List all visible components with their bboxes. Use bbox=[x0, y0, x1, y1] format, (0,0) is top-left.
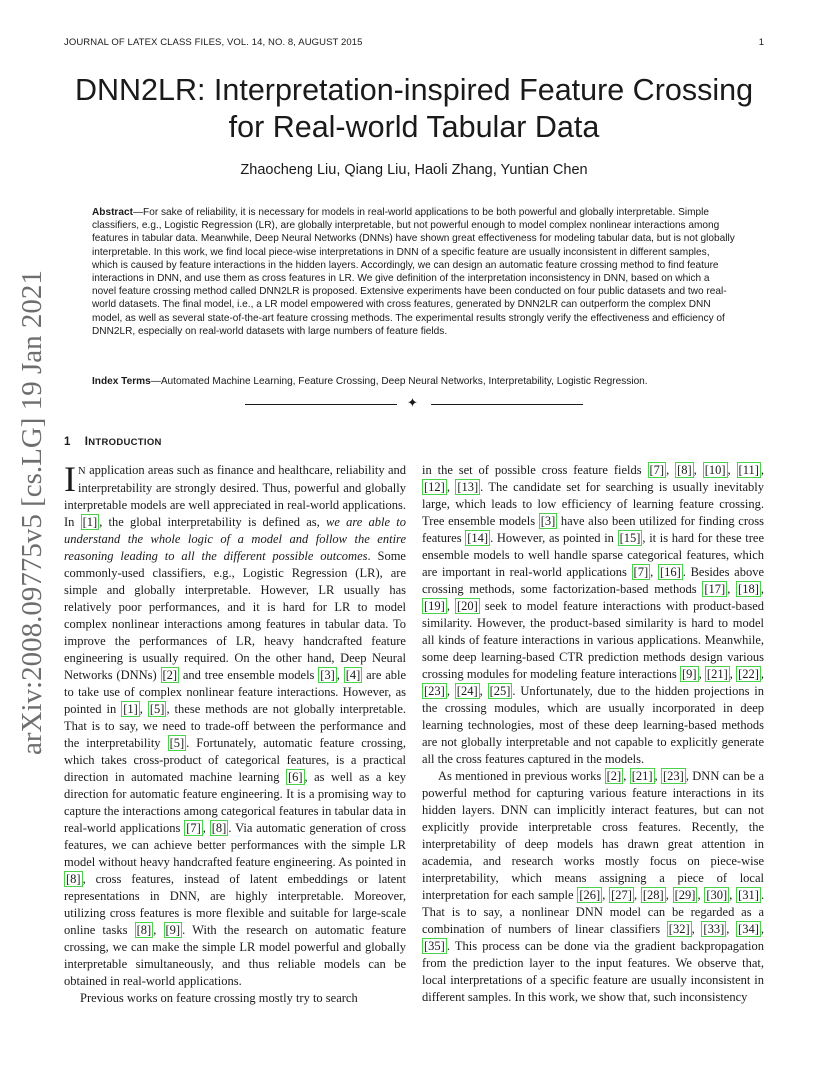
citation-link[interactable]: [34] bbox=[738, 922, 759, 936]
left-column bbox=[64, 459, 407, 1007]
emphasis: we are able to understand the whole logic of a model and follow the entire reasoning leading to all the different possible outcomes bbox=[64, 515, 407, 563]
citation-link[interactable]: [2] bbox=[162, 668, 178, 682]
citation-link[interactable]: [8] bbox=[66, 872, 81, 886]
divider-line-right bbox=[431, 404, 583, 405]
arxiv-stamp: arXiv:2008.09775v5 [cs.LG] 19 Jan 2021 bbox=[16, 270, 48, 755]
text-run: , cross features, instead of latent embeddings or latent representations in DNN, are highly interpretable. Moreover, utilizing cross features is more flexible and suitable for large-scale online tasks bbox=[64, 872, 406, 937]
citation-link[interactable]: [7] bbox=[649, 463, 665, 477]
text-run: . However, as pointed in bbox=[490, 531, 618, 545]
citation-link[interactable]: [8] bbox=[136, 923, 152, 937]
section-heading bbox=[64, 436, 162, 448]
index-terms-label: Index Terms bbox=[92, 376, 151, 387]
abstract-text: —For sake of reliability, it is necessary for models in real-world applications to be both powerful and globally interpretable. Simple classifiers, e.g., Logistic Regression (LR), are globally interpretable, but not powerful enough to model complex nonlinear interactions among features in tabular data. Meanwhile, Deep Neural Networks (DNNs) have shown great effectiveness for modeling tabular data, but is not globally interpretable. In this work, we find local piece-wise interpretations in DNN of a specific feature are usually inconsistent in different samples, which is caused by feature interactions in the hidden layers. Accordingly, we can design an automatic feature crossing method to find feature interactions in DNN, and use them as cross features in LR. We give definition of the interpretation inconsistency in DNN, based on which a novel feature crossing method called DNN2LR is proposed. Extensive experiments have been conducted on four public datasets and two real-world datasets. The final model, i.e., a LR model empowered with cross features, generated by DNN2LR can outperform the complex DNN model, as well as several state-of-the-art feature crossing methods. The experimental results strongly verify the effectiveness and efficiency of DNN2LR, especially on real-world datasets with large numbers of feature fields. bbox=[92, 207, 735, 337]
section-title-initial: I bbox=[84, 436, 89, 448]
citation-link[interactable]: [13] bbox=[457, 480, 479, 494]
divider-line-left bbox=[245, 404, 397, 405]
citation-link[interactable]: [8] bbox=[677, 463, 692, 477]
drop-cap: I bbox=[64, 459, 76, 499]
paragraph: in the set of possible cross feature fields [7] , [8] , [10] , [11] , [12] , [13] . The candidate set for searching is usually inevitably large, which leads to low efficiency of learning feature crossing. Tree ensemble models [3] have also been utilized for finding cross features [14] . However, as pointed in [15] , it is hard for these tree ensemble models to well handle sparse categorical features, which are important in real-world applications [7] , [16] . Besides above crossing methods, some factorization-based methods [17] , [18] , [19] , [20] seek to model feature interactions with product-based similarity. However, the product-based similarity is hard to model all kinds of feature interactions in various applications. Meanwhile, some deep learning-based CTR prediction methods design various crossing modules for modeling feature interactions [9] , [21] , [22] , [23] , [24] , [25] . Unfortunately, due to the hidden projections in the crossing modules, which are usually incorporated in deep learning technologies, most of these deep learning-based methods are not globally interpretable and not capable to explicitly generate all the cross features captured in the models. bbox=[422, 463, 765, 766]
section-title-rest: NTRODUCTION bbox=[88, 437, 162, 448]
citation-link[interactable]: [14] bbox=[467, 531, 489, 545]
citation-link[interactable]: [19] bbox=[424, 599, 445, 613]
citation-link[interactable]: [23] bbox=[662, 769, 684, 783]
citation-link[interactable]: [24] bbox=[456, 684, 478, 698]
citation-link[interactable]: [5] bbox=[149, 702, 165, 716]
citation-link[interactable]: [7] bbox=[633, 565, 649, 579]
citation-link[interactable]: [15] bbox=[619, 531, 641, 545]
citation-link[interactable]: [28] bbox=[642, 888, 664, 902]
text-run: application areas such as finance and healthcare, reliability and interpretability are strongly desired. Thus, powerful and globally interpretable models are well appreciated in real-world applications. In bbox=[64, 463, 406, 529]
page-number: 1 bbox=[758, 37, 764, 48]
text-run: , bbox=[153, 923, 164, 937]
text-run: . This process can be done via the gradient backpropagation from the prediction layer to the input features. We observe that, local interpretations of a specific feature are usually inconsistent in different samples. In this work, we show that, such inconsistency bbox=[422, 939, 764, 1004]
citation-link[interactable]: [12] bbox=[424, 480, 445, 494]
text-run: . Some commonly-used classifiers, e.g., Logistic Regression (LR), are simple and globally interpretable. However, LR usually has relatively poor performances, and it is hard for LR to model complex nonlinear interactions among features in tabular data. To improve the performances of LR, heavy handcrafted feature engineering is usually required. On the other hand, Deep Neural Networks (DNNs) bbox=[64, 549, 406, 682]
text-run: and tree ensemble models bbox=[179, 668, 319, 682]
citation-link[interactable]: [10] bbox=[704, 463, 726, 477]
citation-link[interactable]: [9] bbox=[165, 923, 181, 937]
text-run: seek to model feature interactions with product-based similarity. However, the product-based similarity is hard to model all kinds of feature interactions in various applications. Meanwhile, some deep learning-based CTR prediction methods design various crossing modules for modeling feature interactions bbox=[422, 599, 764, 681]
citation-link[interactable]: [35] bbox=[424, 939, 445, 953]
citation-link[interactable]: [17] bbox=[704, 582, 726, 596]
text-run: . That is to say, a nonlinear DNN model can be regarded as a combination of numbers of linear classifiers bbox=[422, 888, 765, 936]
citation-link[interactable]: [25] bbox=[489, 684, 511, 698]
abstract bbox=[92, 206, 736, 338]
citation-link[interactable]: [27] bbox=[611, 888, 632, 902]
citation-link[interactable]: [23] bbox=[424, 684, 445, 698]
citation-link[interactable]: [32] bbox=[668, 922, 690, 936]
citation-link[interactable]: [2] bbox=[606, 769, 622, 783]
citation-link[interactable]: [11] bbox=[738, 463, 759, 477]
citation-link[interactable]: [20] bbox=[456, 599, 478, 613]
citation-link[interactable]: [3] bbox=[320, 668, 335, 682]
text-run: , as well as a key direction for automatic feature engineering. It is a promising way to capture the interactions among categorical features in tabular data in real-world applications bbox=[64, 770, 406, 835]
citation-link[interactable]: [3] bbox=[540, 514, 556, 528]
citation-link[interactable]: [1] bbox=[82, 515, 98, 529]
section-divider bbox=[245, 397, 583, 413]
citation-link[interactable]: [21] bbox=[631, 769, 653, 783]
index-terms bbox=[92, 375, 736, 388]
citation-link[interactable]: [8] bbox=[211, 821, 227, 835]
text-run: are able to take use of complex nonlinear feature interactions. However, as pointed in bbox=[64, 668, 407, 716]
right-column bbox=[422, 462, 764, 1006]
citation-link[interactable]: [7] bbox=[186, 821, 201, 835]
diamond-icon: ✦ bbox=[407, 396, 418, 411]
text-run: , these methods are not globally interpretable. That is to say, we need to trade-off between the performance and the interpretability bbox=[64, 702, 406, 750]
citation-link[interactable]: [33] bbox=[703, 922, 725, 936]
index-terms-text: —Automated Machine Learning, Feature Crossing, Deep Neural Networks, Interpretability, Logistic Regression. bbox=[150, 376, 648, 387]
text-run: As mentioned in previous works bbox=[438, 769, 605, 783]
text-run: , bbox=[202, 821, 210, 835]
paper-title: DNN2LR: Interpretation-inspired Feature Crossing for Real-world Tabular Data bbox=[74, 73, 754, 144]
text-run: , it is hard for these tree ensemble models to well handle sparse categorical features, which are important in real-world applications bbox=[422, 531, 764, 579]
text-run: . Besides above crossing methods, some factorization-based methods bbox=[422, 565, 765, 596]
citation-link[interactable]: [26] bbox=[579, 888, 601, 902]
text-run: have also been utilized for finding cross features bbox=[422, 514, 764, 545]
running-header: JOURNAL OF LATEX CLASS FILES, VOL. 14, NO. 8, AUGUST 2015 bbox=[64, 37, 363, 48]
citation-link[interactable]: [29] bbox=[674, 888, 696, 902]
text-run: . The candidate set for searching is usually inevitably large, which leads to low efficiency of learning feature crossing. Tree ensemble models bbox=[422, 480, 764, 528]
citation-link[interactable]: [31] bbox=[738, 888, 759, 902]
section-number: 1 bbox=[64, 436, 71, 448]
author-list: Zhaocheng Liu, Qiang Liu, Haoli Zhang, Yuntian Chen bbox=[240, 162, 588, 178]
text-run: . With the research on automatic feature crossing, we can make the simple LR model powerful and globally interpretable simultaneously, and thus reliable models can be obtained in real-world applications. bbox=[64, 923, 406, 988]
citation-link[interactable]: [9] bbox=[682, 667, 697, 681]
citation-link[interactable]: [21] bbox=[706, 667, 728, 681]
citation-link[interactable]: [6] bbox=[287, 770, 303, 784]
citation-link[interactable]: [16] bbox=[659, 565, 681, 579]
text-run: . Via automatic generation of cross features, we can achieve better performances with the simple LR model without heavy handcrafted feature engineering. As pointed in bbox=[64, 821, 406, 869]
abstract-label: Abstract bbox=[92, 207, 133, 218]
citation-link[interactable]: [22] bbox=[738, 667, 759, 681]
text-run: in the set of possible cross feature fields bbox=[422, 463, 648, 477]
citation-link[interactable]: [1] bbox=[123, 702, 138, 716]
citation-link[interactable]: [30] bbox=[706, 888, 728, 902]
small-caps: N bbox=[78, 466, 86, 477]
citation-link[interactable]: [18] bbox=[738, 582, 759, 596]
text-run: , bbox=[336, 668, 344, 682]
text-run: . Fortunately, automatic feature crossing, which takes cross-product of categorical features, is a practical direction in automated machine learning bbox=[64, 736, 406, 784]
citation-link[interactable]: [5] bbox=[169, 736, 185, 750]
text-run: , bbox=[139, 702, 148, 716]
text-run: . Unfortunately, due to the hidden projections in the crossing modules, which are usually incorporated in deep learning technologies, most of these deep learning-based methods are not globally interpretable and not capable to explicitly generate all the cross features captured in the models. bbox=[422, 684, 765, 766]
paragraph: As mentioned in previous works [2] , [21] , [23] , DNN can be a powerful method for capturing various feature interactions in its hidden layers. DNN can implicitly interact features, but can not explicitly provide interpretable cross features. Recently, the interpretability of deep models has drawn great attention in academia, and research works mostly focus on piece-wise interpretability, which means assigning a piece of local interpretation for each sample [26] , [27] , [28] , [29] , [30] , [31] . That is to say, a nonlinear DNN model can be regarded as a combination of numbers of linear classifiers [32] , [33] , [34] , [35] . This process can be done via the gradient backpropagation from the prediction layer to the input features. We observe that, local interpretations of a specific feature are usually inconsistent in different samples. In this work, we show that, such inconsistency bbox=[422, 769, 765, 1004]
text-run: , the global interpretability is defined as, bbox=[99, 515, 327, 529]
paragraph: Previous works on feature crossing mostly try to search bbox=[80, 991, 358, 1005]
citation-link[interactable]: [4] bbox=[345, 668, 361, 682]
text-run: , DNN can be a powerful method for capturing various feature interactions in its hidden layers. DNN can implicitly interact features, but can not explicitly provide interpretable cross features. Recently, the interpretability of deep models has drawn great attention in academia, and research works mostly focus on piece-wise interpretability, which means assigning a piece of local interpretation for each sample bbox=[422, 769, 765, 902]
paragraph bbox=[64, 459, 407, 990]
